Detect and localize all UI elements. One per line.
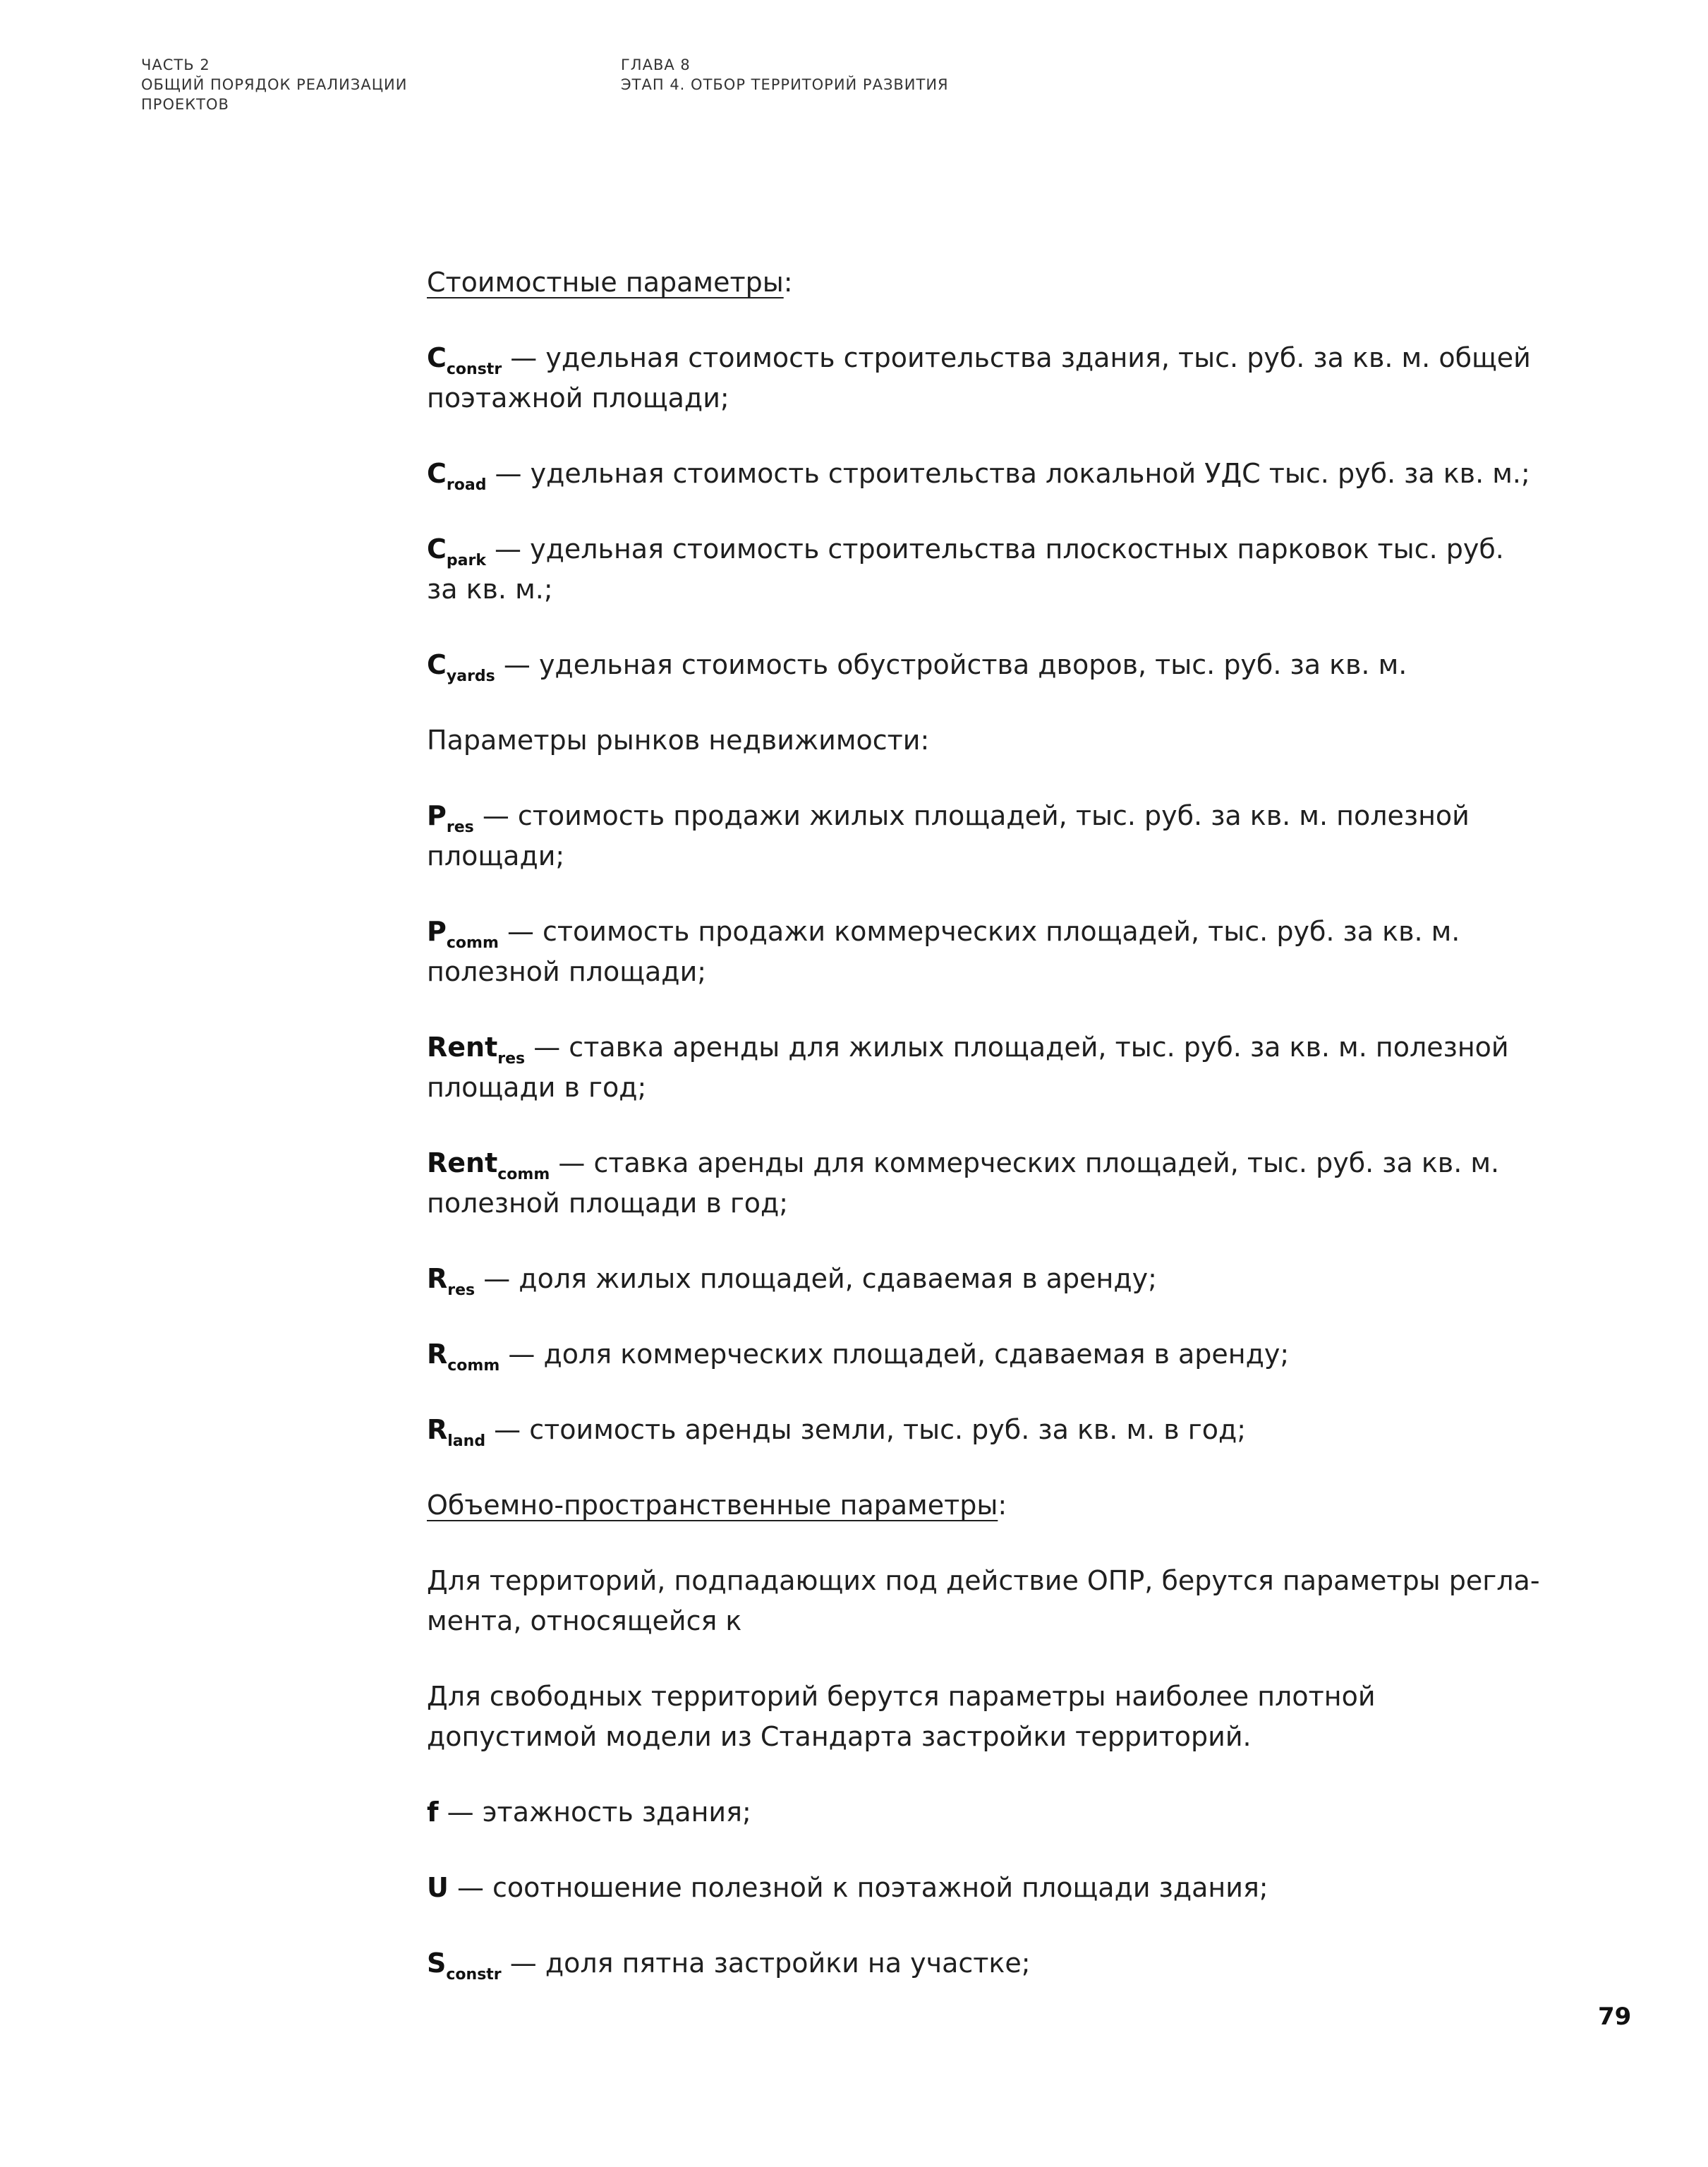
- term-symbol: [427, 1263, 476, 1299]
- spatial-paragraph-1: Для территорий, подпадающих под действие ОПР, берутся параметры регламента, относящейся к: [427, 1565, 1540, 1636]
- page-number: 79: [1598, 2003, 1632, 2031]
- part-title-line-1: ОБЩИЙ ПОРЯДОК РЕАЛИЗАЦИИ: [141, 76, 408, 93]
- symbol-letter: R: [427, 1414, 448, 1445]
- term-c-road: [427, 454, 1542, 494]
- term-definition: — удельная стоимость строительства здания, тыс. руб. за кв. м. общей поэтажной площади;: [427, 342, 1531, 414]
- heading-colon: :: [783, 267, 793, 298]
- symbol-letter: P: [427, 800, 447, 831]
- term-definition: — ставка аренды для коммерческих площадей, тыс. руб. за кв. м. полезной площади в год;: [427, 1147, 1500, 1219]
- symbol-subscript: yards: [446, 668, 495, 685]
- symbol-subscript: comm: [447, 1357, 500, 1375]
- term-definition: — ставка аренды для жилых площадей, тыс. руб. за кв. м. полезной площади в год;: [427, 1032, 1509, 1103]
- term-s-constr: [427, 1943, 1542, 1984]
- symbol-letter: Rent: [427, 1032, 498, 1063]
- term-c-park: [427, 529, 1542, 610]
- term-definition: — доля коммерческих площадей, сдаваемая в аренду;: [499, 1339, 1290, 1370]
- term-p-comm: [427, 912, 1542, 992]
- term-symbol: [427, 916, 499, 952]
- symbol-letter: R: [427, 1263, 448, 1294]
- term-c-yards: [427, 645, 1542, 685]
- term-symbol: [427, 1414, 486, 1450]
- part-label: ЧАСТЬ 2: [141, 56, 210, 73]
- spatial-paragraph-2: Для свободных территорий берутся параметры наиболее плотной допустимой модели из Стандарта застройки территорий.: [427, 1681, 1376, 1752]
- term-symbol: [427, 800, 474, 836]
- term-symbol: [427, 1797, 439, 1828]
- term-definition: — этажность здания;: [438, 1797, 751, 1828]
- section-heading-spatial-text: Объемно-пространственные параметры: [427, 1490, 998, 1521]
- chapter-label: ГЛАВА 8: [621, 56, 691, 73]
- term-symbol: [427, 649, 495, 685]
- symbol-subscript: res: [497, 1050, 526, 1068]
- symbol-subscript: res: [447, 1281, 476, 1299]
- term-rent-comm: [427, 1143, 1542, 1224]
- term-definition: — удельная стоимость строительства локальной УДС тыс. руб. за кв. м.;: [486, 458, 1530, 489]
- term-symbol: [427, 1147, 550, 1183]
- term-symbol: [427, 1872, 449, 1903]
- term-definition: — стоимость аренды земли, тыс. руб. за кв. м. в год;: [485, 1414, 1247, 1445]
- term-definition: — удельная стоимость строительства плоскостных парковок тыс. руб. за кв. м.;: [427, 533, 1504, 605]
- symbol-letter: C: [427, 649, 447, 680]
- term-r-comm: [427, 1334, 1542, 1375]
- term-symbol: [427, 342, 502, 378]
- symbol-subscript: comm: [446, 934, 499, 952]
- term-r-res: [427, 1259, 1542, 1299]
- term-r-land: [427, 1410, 1542, 1450]
- symbol-letter: S: [427, 1948, 447, 1979]
- symbol-subscript: land: [447, 1432, 486, 1450]
- term-f: [427, 1792, 1542, 1833]
- part-title-line-2: ПРОЕКТОВ: [141, 96, 229, 113]
- term-u: [427, 1868, 1542, 1908]
- symbol-letter: f: [427, 1797, 439, 1828]
- symbol-letter: R: [427, 1339, 448, 1370]
- term-symbol: [427, 533, 486, 569]
- symbol-subscript: comm: [497, 1166, 550, 1183]
- symbol-letter: P: [427, 916, 447, 947]
- section-heading-cost: [427, 262, 1542, 303]
- term-definition: — соотношение полезной к поэтажной площади здания;: [448, 1872, 1268, 1903]
- heading-colon: :: [998, 1490, 1007, 1521]
- symbol-subscript: res: [446, 819, 474, 836]
- symbol-subscript: constr: [446, 361, 502, 378]
- term-symbol: [427, 1339, 500, 1375]
- symbol-subscript: road: [446, 476, 487, 494]
- term-p-res: [427, 796, 1542, 876]
- running-head-left: [141, 55, 407, 114]
- symbol-subscript: constr: [446, 1966, 502, 1984]
- main-content: [427, 262, 1542, 2019]
- section-heading-cost-text: Стоимостные параметры: [427, 267, 784, 298]
- term-definition: — стоимость продажи жилых площадей, тыс. руб. за кв. м. полезной площади;: [427, 800, 1470, 871]
- symbol-letter: C: [427, 458, 447, 489]
- term-symbol: [427, 1032, 526, 1068]
- symbol-letter: C: [427, 533, 447, 565]
- symbol-letter: C: [427, 342, 447, 373]
- term-definition: — доля пятна застройки на участке;: [501, 1948, 1031, 1979]
- term-symbol: [427, 458, 487, 494]
- chapter-title: ЭТАП 4. ОТБОР ТЕРРИТОРИЙ РАЗВИТИЯ: [621, 76, 949, 93]
- term-rent-res: [427, 1027, 1542, 1108]
- symbol-subscript: park: [446, 552, 486, 569]
- section-heading-spatial: [427, 1485, 1542, 1526]
- term-definition: — стоимость продажи коммерческих площадей, тыс. руб. за кв. м. полезной площади;: [427, 916, 1460, 987]
- running-head-right: [621, 55, 949, 95]
- term-symbol: [427, 1948, 502, 1984]
- term-c-constr: [427, 338, 1542, 418]
- symbol-letter: Rent: [427, 1147, 498, 1178]
- term-definition: — удельная стоимость обустройства дворов, тыс. руб. за кв. м.: [495, 649, 1407, 680]
- symbol-letter: U: [427, 1872, 449, 1903]
- section-heading-market: Параметры рынков недвижимости:: [427, 725, 930, 756]
- term-definition: — доля жилых площадей, сдаваемая в аренду;: [475, 1263, 1157, 1294]
